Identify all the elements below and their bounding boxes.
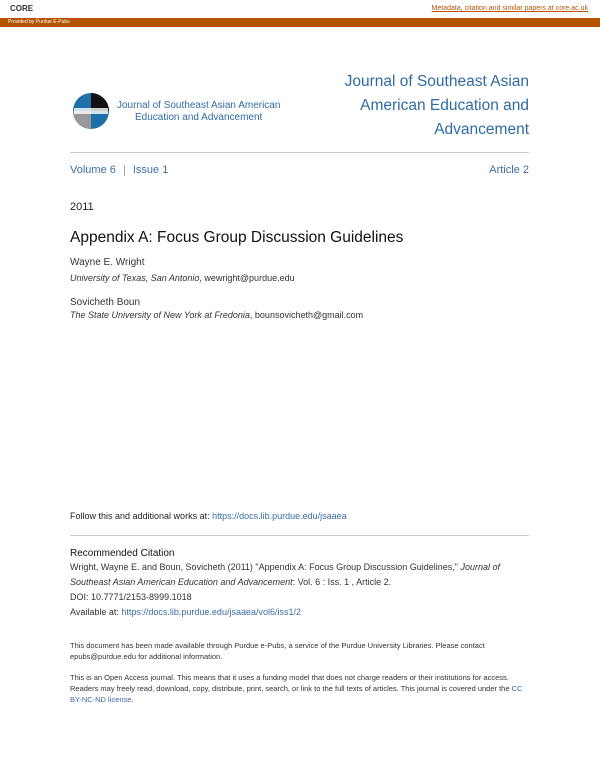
citation-heading: Recommended Citation <box>70 548 175 559</box>
license-link[interactable]: CC BY-NC-ND license <box>70 684 523 704</box>
article-title: Appendix A: Focus Group Discussion Guidelines <box>70 229 404 246</box>
logo-line1: Journal of Southeast Asian American <box>117 100 281 111</box>
notice-end: . <box>131 695 134 704</box>
core-logo: CORE <box>10 4 34 13</box>
open-access-notice: This is an Open Access journal. This means that it uses a funding model that does not charge readers or their institutions for access. Readers may freely read, download, copy, distribute, print, search, or link to the full texts of articles. This journal is covered under the <box>70 673 512 693</box>
journal-logo <box>72 92 110 135</box>
divider <box>70 535 529 536</box>
logo-circle-icon <box>72 92 110 130</box>
year: 2011 <box>70 201 94 213</box>
journal-title[interactable] <box>345 70 529 142</box>
author-email: , wewright@purdue.edu <box>199 273 295 283</box>
provided-by-band: Provided by Purdue E-Pubs <box>0 18 600 27</box>
follow-text: Follow this and additional works at: <box>70 511 213 521</box>
epubs-notice: This document has been made available through Purdue e-Pubs, a service of the Purdue University Libraries. Please contact epubs@purdue.edu for additional information. <box>70 641 485 661</box>
follow-link[interactable]: https://docs.lib.purdue.edu/jsaaea <box>212 511 347 521</box>
metadata-link[interactable]: Metadata, citation and similar papers at core.ac.uk <box>431 5 588 12</box>
citation-text: Wright, Wayne E. and Boun, Sovicheth (2011) "Appendix A: Focus Group Discussion Guidelines," <box>70 562 461 572</box>
citation-journal: Journal of Southeast Asian American Education and Advancement <box>70 562 500 587</box>
author-affiliation: The State University of New York at Fredonia <box>70 310 250 320</box>
author-name: Sovicheth Boun <box>70 297 141 308</box>
separator: | <box>122 164 126 176</box>
available-label: Available at: <box>70 607 122 617</box>
author-email: , bounsovicheth@gmail.com <box>249 310 364 320</box>
article-link[interactable]: Article 2 <box>489 164 529 176</box>
author-name: Wayne E. Wright <box>70 257 145 268</box>
citation-volume: : Vol. 6 : Iss. 1 , Article 2. <box>292 577 392 587</box>
logo-line2: Education and Advancement <box>135 112 263 123</box>
volume-link[interactable]: Volume 6 <box>70 164 116 176</box>
issue-link[interactable]: Issue 1 <box>132 164 169 176</box>
available-link[interactable]: https://docs.lib.purdue.edu/jsaaea/vol6/iss1/2 <box>121 607 301 617</box>
citation-doi: DOI: 10.7771/2153-8999.1018 <box>70 592 192 602</box>
journal-title-line: Advancement <box>434 121 529 138</box>
author-affiliation: University of Texas, San Antonio <box>70 273 200 283</box>
journal-title-line: American Education and <box>360 97 529 114</box>
divider <box>70 152 529 153</box>
journal-title-line: Journal of Southeast Asian <box>344 73 529 90</box>
